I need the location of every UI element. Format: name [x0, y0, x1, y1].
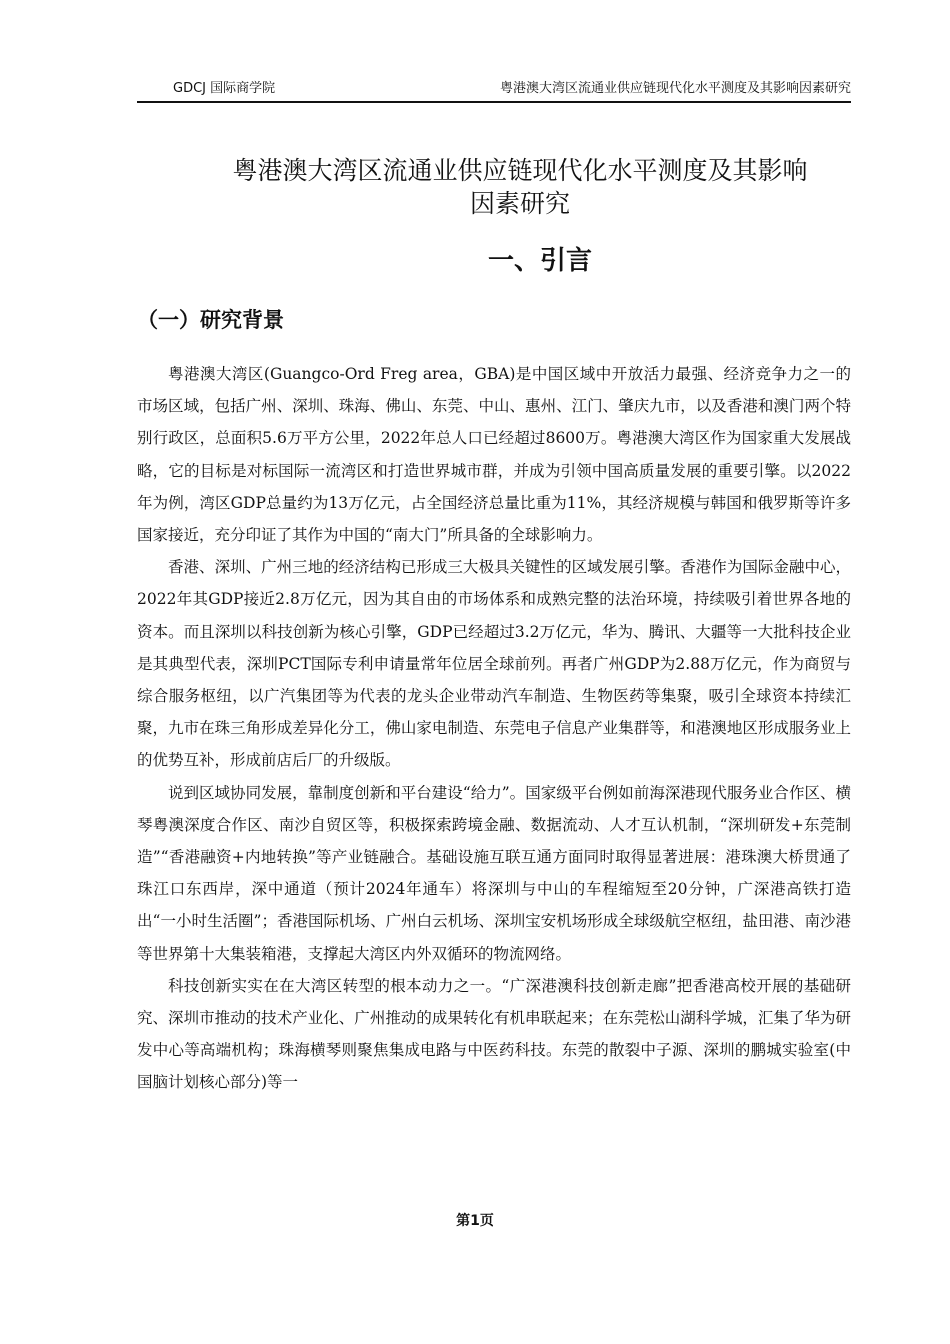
- body-text: [137, 358, 851, 1099]
- running-header: [137, 78, 851, 100]
- subsection-heading: （一）研究背景: [137, 308, 284, 332]
- page-number: 第1页: [456, 1213, 494, 1229]
- document-title: [150, 154, 890, 220]
- paragraph: 香港、深圳、广州三地的经济结构已形成三大极具关键性的区域发展引擎。香港作为国际金融中心，2022年其GDP接近2.8万亿元，因为其自由的市场体系和成熟完整的法治环境，持续吸引着世界各地的资本。而且深圳以科技创新为核心引擎，GDP已经超过3.2万亿元，华为、腾讯、大疆等一大批科技企业是其典型代表，深圳PCT国际专利申请量常年位居全球前列。再者广州GDP为2.88万亿元，作为商贸与综合服务枢纽，以广汽集团等为代表的龙头企业带动汽车制造、生物医药等集聚，吸引全球资本持续汇聚，九市在珠三角形成差异化分工，佛山家电制造、东莞电子信息产业集群等，和港澳地区形成服务业上的优势互补，形成前店后厂的升级版。: [137, 558, 851, 770]
- section-heading: 一、引言: [487, 246, 592, 276]
- header-divider: [137, 101, 851, 103]
- document-title-line-2: 因素研究: [469, 189, 570, 218]
- paragraph: 粤港澳大湾区(Guangco-Ord Freg area，GBA)是中国区域中开放活力最强、经济竞争力之一的市场区域，包括广州、深圳、珠海、佛山、东莞、中山、惠州、江门、肇庆九市，以及香港和澳门两个特别行政区，总面积5.6万平方公里，2022年总人口已经超过8600万。粤港澳大湾区作为国家重大发展战略，它的目标是对标国际一流湾区和打造世界城市群，并成为引领中国高质量发展的重要引擎。以2022年为例，湾区GDP总量约为13万亿元，占全国经济总量比重为11%，其经济规模与韩国和俄罗斯等许多国家接近，充分印证了其作为中国的“南大门”所具备的全球影响力。: [137, 365, 851, 545]
- paragraph: 科技创新实实在在大湾区转型的根本动力之一。“广深港澳科技创新走廊”把香港高校开展的基础研究、深圳市推动的技术产业化、广州推动的成果转化有机串联起来；在东莞松山湖科学城，汇集了华为研发中心等高端机构；珠海横琴则聚焦集成电路与中医药科技。东莞的散裂中子源、深圳的鹏城实验室(中国脑计划核心部分)等一: [137, 976, 851, 1092]
- header-document-title: 粤港澳大湾区流通业供应链现代化水平测度及其影响因素研究: [499, 81, 851, 96]
- document-title-line-1: 粤港澳大湾区流通业供应链现代化水平测度及其影响: [232, 156, 808, 185]
- paragraph: 说到区域协同发展，靠制度创新和平台建设“给力”。国家级平台例如前海深港现代服务业合作区、横琴粤澳深度合作区、南沙自贸区等，积极探索跨境金融、数据流动、人才互认机制，“深圳研发+东莞制造”“香港融资+内地转换”等产业链融合。基础设施互联互通方面同时取得显著进展：港珠澳大桥贯通了珠江口东西岸，深中通道（预计2024年通车）将深圳与中山的车程缩短至20分钟，广深港高铁打造出“一小时生活圈”；香港国际机场、广州白云机场、深圳宝安机场形成全球级航空枢纽，盐田港、南沙港等世界第十大集装箱港，支撑起大湾区内外双循环的物流网络。: [137, 783, 851, 963]
- header-institution: GDCJ 国际商学院: [173, 81, 276, 96]
